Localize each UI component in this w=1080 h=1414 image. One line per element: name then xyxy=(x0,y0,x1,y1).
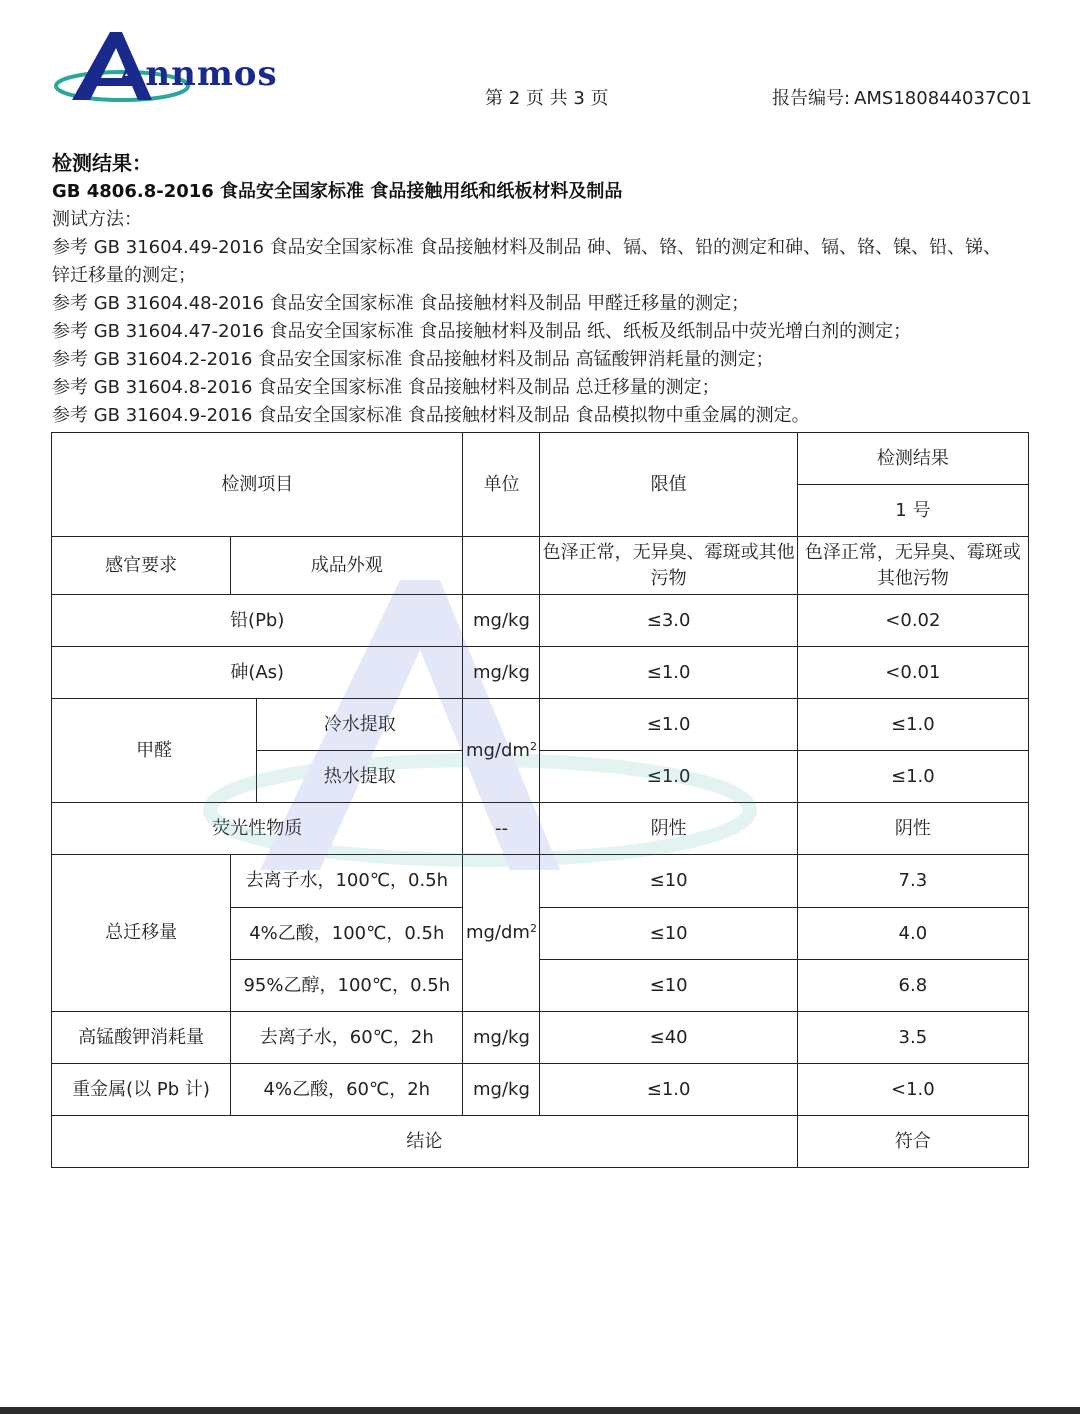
table-row xyxy=(52,1064,1029,1116)
row-result: 色泽正常，无异臭、霉斑或其他污物 xyxy=(797,537,1028,595)
conclusion-row xyxy=(52,1116,1029,1168)
method-line: 参考 GB 31604.9-2016 食品安全国家标准 食品接触材料及制品 食品模拟物中重金属的测定。 xyxy=(52,405,810,426)
method-line: 参考 GB 31604.2-2016 食品安全国家标准 食品接触材料及制品 高锰酸钾消耗量的测定； xyxy=(52,349,774,370)
row-limit: ≤10 xyxy=(540,960,797,1012)
row-group: 总迁移量 xyxy=(52,855,231,1012)
method-line: 参考 GB 31604.47-2016 食品安全国家标准 食品接触材料及制品 纸、纸板及纸制品中荧光增白剂的测定； xyxy=(52,321,912,342)
page-number: 第 2 页 共 3 页 xyxy=(485,88,609,109)
row-result: 4.0 xyxy=(797,908,1028,960)
row-result: <1.0 xyxy=(797,1064,1028,1116)
header-sample: 1 号 xyxy=(797,485,1028,537)
row-result: <0.01 xyxy=(797,647,1028,699)
row-limit: ≤1.0 xyxy=(540,751,797,803)
row-unit xyxy=(463,855,540,1012)
row-item: 冷水提取 xyxy=(257,699,463,751)
unit-text: mg/dm xyxy=(465,922,530,943)
header-limit: 限值 xyxy=(540,433,797,537)
row-result: 7.3 xyxy=(797,855,1028,908)
method-line: 锌迁移量的测定； xyxy=(52,265,196,286)
row-result: ≤1.0 xyxy=(797,699,1028,751)
table-row xyxy=(52,699,1029,751)
section-title: 检测结果： xyxy=(52,151,152,175)
row-limit: ≤10 xyxy=(540,855,797,908)
method-line: 参考 GB 31604.49-2016 食品安全国家标准 食品接触材料及制品 砷、镉、铬、铅的测定和砷、镉、铬、镍、铅、锑、 xyxy=(52,237,1002,258)
row-result: ≤1.0 xyxy=(797,751,1028,803)
row-result: 阴性 xyxy=(797,803,1028,855)
row-limit: ≤1.0 xyxy=(540,1064,797,1116)
report-number-value: AMS180844037C01 xyxy=(854,88,1032,109)
row-item: 95%乙醇，100℃，0.5h xyxy=(231,960,463,1012)
row-group: 重金属(以 Pb 计) xyxy=(52,1064,231,1116)
row-result: 3.5 xyxy=(797,1012,1028,1064)
row-limit: ≤40 xyxy=(540,1012,797,1064)
header-item: 检测项目 xyxy=(52,433,463,537)
table-row xyxy=(52,647,1029,699)
row-limit: ≤10 xyxy=(540,908,797,960)
row-unit: mg/kg xyxy=(463,1012,540,1064)
row-unit: mg/kg xyxy=(463,595,540,647)
row-unit: mg/kg xyxy=(463,1064,540,1116)
results-table xyxy=(51,432,1029,1168)
table-row xyxy=(52,855,1029,908)
row-item: 热水提取 xyxy=(257,751,463,803)
row-result: <0.02 xyxy=(797,595,1028,647)
unit-superscript: 2 xyxy=(529,739,537,753)
row-item: 去离子水，60℃，2h xyxy=(231,1012,463,1064)
row-unit: mg/kg xyxy=(463,647,540,699)
report-number-label: 报告编号: xyxy=(772,88,851,109)
method-line: 参考 GB 31604.8-2016 食品安全国家标准 食品接触材料及制品 总迁移量的测定； xyxy=(52,377,720,398)
row-limit: 阴性 xyxy=(540,803,797,855)
row-item: 4%乙酸，60℃，2h xyxy=(231,1064,463,1116)
conclusion-label: 结论 xyxy=(52,1116,798,1168)
method-label: 测试方法： xyxy=(52,209,142,230)
report-body xyxy=(52,148,1032,430)
row-limit: ≤1.0 xyxy=(540,699,797,751)
row-item: 成品外观 xyxy=(231,537,463,595)
conclusion-result: 符合 xyxy=(797,1116,1028,1168)
row-group: 感官要求 xyxy=(52,537,231,595)
row-item: 砷(As) xyxy=(52,647,463,699)
standard-title: GB 4806.8-2016 食品安全国家标准 食品接触用纸和纸板材料及制品 xyxy=(52,181,623,202)
table-row xyxy=(52,803,1029,855)
row-unit: -- xyxy=(463,803,540,855)
row-result: 6.8 xyxy=(797,960,1028,1012)
unit-superscript: 2 xyxy=(529,922,537,935)
row-limit: 色泽正常，无异臭、霉斑或其他污物 xyxy=(540,537,797,595)
table-row xyxy=(52,595,1029,647)
row-group: 高锰酸钾消耗量 xyxy=(52,1012,231,1064)
row-item: 铅(Pb) xyxy=(52,595,463,647)
row-group: 甲醛 xyxy=(52,699,257,803)
header-unit: 单位 xyxy=(463,433,540,537)
bottom-bar xyxy=(0,1407,1080,1414)
table-header-row xyxy=(52,433,1029,485)
header-result: 检测结果 xyxy=(797,433,1028,485)
table-row xyxy=(52,537,1029,595)
row-item: 4%乙酸，100℃，0.5h xyxy=(231,908,463,960)
report-number xyxy=(772,84,1032,110)
table-row xyxy=(52,1012,1029,1064)
row-unit xyxy=(463,699,540,803)
logo-text: Annmos xyxy=(118,54,278,94)
method-line: 参考 GB 31604.48-2016 食品安全国家标准 食品接触材料及制品 甲醛迁移量的测定； xyxy=(52,293,750,314)
row-unit xyxy=(463,537,540,595)
row-item: 荧光性物质 xyxy=(52,803,463,855)
report-header xyxy=(0,0,1080,130)
row-item: 去离子水，100℃，0.5h xyxy=(231,855,463,908)
unit-text: mg/dm xyxy=(465,739,530,761)
row-limit: ≤1.0 xyxy=(540,647,797,699)
row-limit: ≤3.0 xyxy=(540,595,797,647)
